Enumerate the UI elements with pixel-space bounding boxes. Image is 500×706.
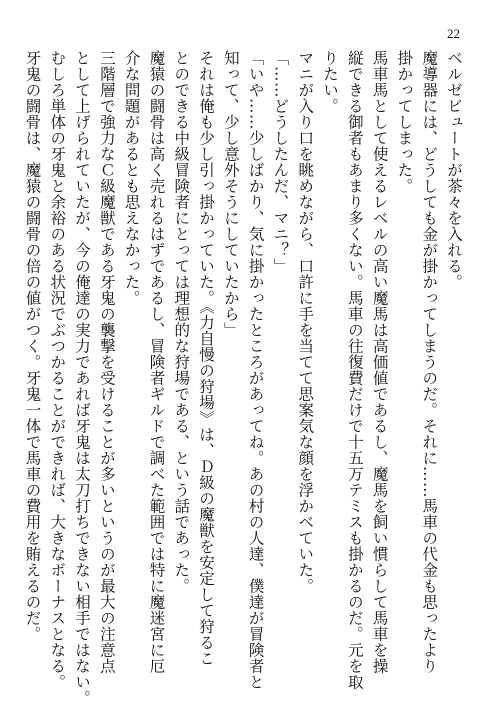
text-line: 「……どうしたんだ、マニ？」 xyxy=(271,50,290,274)
text-line: 三階層で強力なＣ級魔獣である牙鬼の襲撃を受けることが多いというのが最大の注意点 xyxy=(97,50,116,674)
text-line: 掛かってしまった。 xyxy=(395,50,414,194)
vertical-text-body xyxy=(23,50,466,706)
text-line: りたい。 xyxy=(321,50,340,114)
text-line: 「いや……少しばかり、気に掛かったところがあってね。あの村の人達、僕達が冒険者と xyxy=(246,50,265,690)
text-line: 魔導器には、どうしても金が掛かってしまうのだ。それに……馬車の代金も思ったより xyxy=(420,50,439,674)
text-line: 牙鬼の闘骨は、魔猿の闘骨の倍の値がつく。牙鬼一体で馬車の費用を賄えるのだ。 xyxy=(23,50,42,642)
text-line: として上げられていたが、今の俺達の実力であれば牙鬼は太刀打ちできない相手ではない。 xyxy=(73,50,92,706)
text-line: ベルゼビュートが茶々を入れる。 xyxy=(445,50,463,290)
text-line: 知って、少し意外そうにしていたから」 xyxy=(221,50,240,338)
text-line: 縦できる御者もあまり多くない。馬車の往復費だけで十五万テミスも掛かるのだ。元を取 xyxy=(345,50,364,690)
page-number: 22 xyxy=(447,26,460,41)
text-line: 魔猿の闘骨は高く売れるはずであるし、冒険者ギルドで調べた範囲では特に魔迷宮に厄 xyxy=(147,50,166,674)
text-line: 馬車馬として使えるレベルの高い魔馬は高価値であるし、魔馬を飼い慣らして馬車を操 xyxy=(370,50,389,674)
text-line: マニが入り口を眺めながら、口許に手を当てて思案気な顔を浮かべていた。 xyxy=(296,50,315,594)
text-line: それは俺も少し引っ掛かっていた。《力自慢の狩場》は、Ｄ級の魔獣を安定して狩るこ xyxy=(197,50,216,667)
text-line: とのできる中級冒険者にとっては理想的な狩場である、という話であった。 xyxy=(172,50,191,594)
text-line: むしろ単体の牙鬼と余裕のある状況でぶつかることができれば、大きなボーナスとなる。 xyxy=(48,50,67,690)
text-line: 介な問題があるとも思えなかった。 xyxy=(122,50,141,306)
